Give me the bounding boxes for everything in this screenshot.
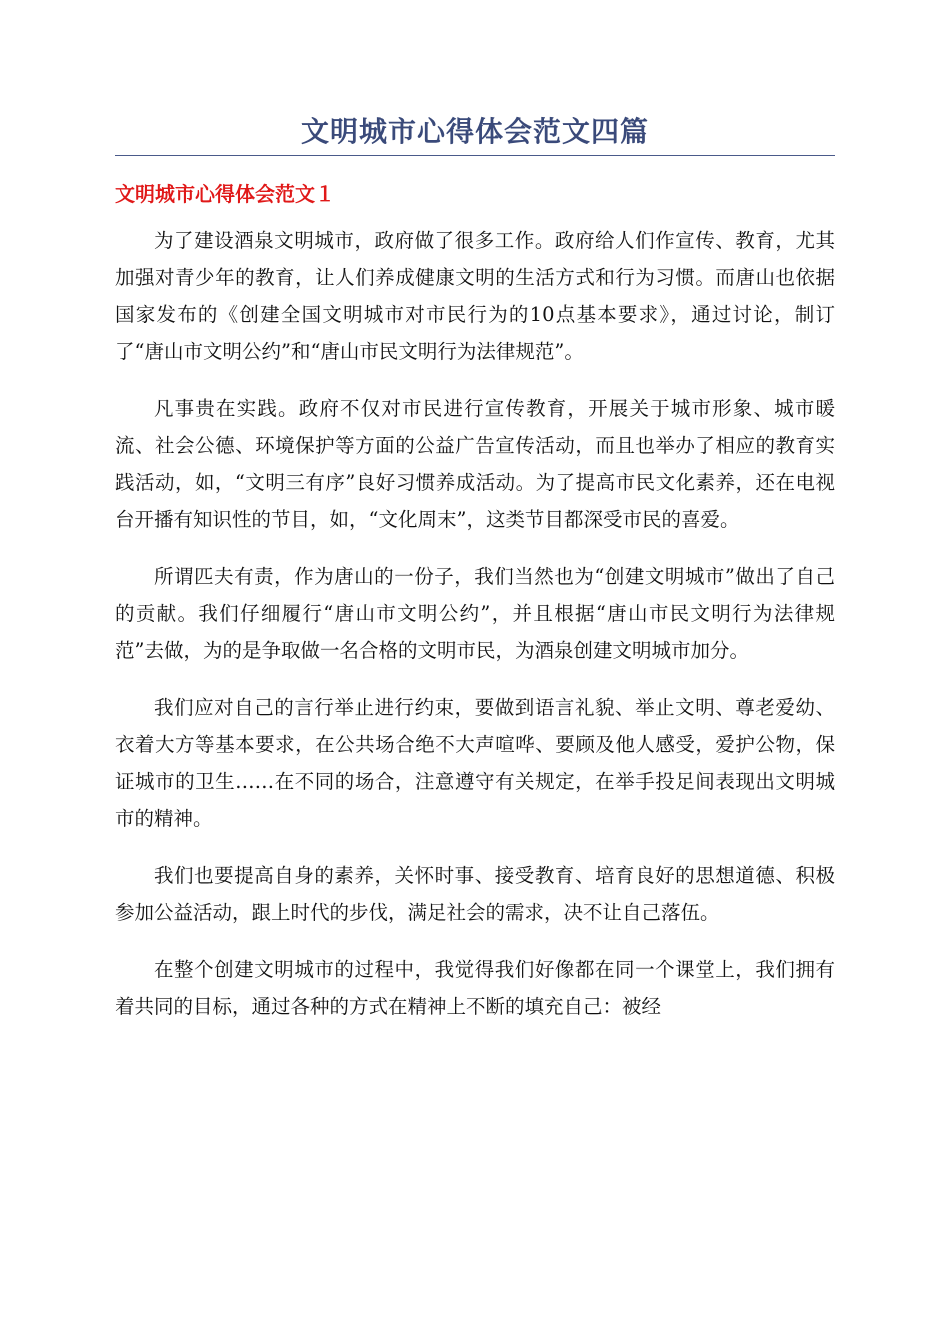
paragraph: 所谓匹夫有责，作为唐山的一份子，我们当然也为“创建文明城市”做出了自己的贡献。我们仔细履行“唐山市文明公约”，并且根据“唐山市民文明行为法律规范”去做，为的是争取做一名合格的文明市民，为酒泉创建文明城市加分。: [115, 565, 835, 662]
paragraph: 我们也要提高自身的素养，关怀时事、接受教育、培育良好的思想道德、积极参加公益活动，跟上时代的步伐，满足社会的需求，决不让自己落伍。: [115, 864, 835, 924]
paragraph: 为了建设酒泉文明城市，政府做了很多工作。政府给人们作宣传、教育，尤其加强对青少年的教育，让人们养成健康文明的生活方式和行为习惯。而唐山也依据国家发布的《创建全国文明城市对市民行为的10点基本要求》，通过讨论，制订了“唐山市文明公约”和“唐山市民文明行为法律规范”。: [115, 229, 835, 363]
title-underline: [115, 155, 835, 156]
document-body: [115, 222, 835, 1045]
paragraph: 在整个创建文明城市的过程中，我觉得我们好像都在同一个课堂上，我们拥有着共同的目标，通过各种的方式在精神上不断的填充自己：被经: [115, 958, 835, 1018]
section-heading: 文明城市心得体会范文１: [115, 182, 335, 206]
paragraph: 我们应对自己的言行举止进行约束，要做到语言礼貌、举止文明、尊老爱幼、衣着大方等基本要求，在公共场合绝不大声喧哗、要顾及他人感受，爱护公物，保证城市的卫生……在不同的场合，注意遵守有关规定，在举手投足间表现出文明城市的精神。: [115, 696, 835, 830]
paragraph: 凡事贵在实践。政府不仅对市民进行宣传教育，开展关于城市形象、城市暖流、社会公德、环境保护等方面的公益广告宣传活动，而且也举办了相应的教育实践活动，如，“文明三有序”良好习惯养成活动。为了提高市民文化素养，还在电视台开播有知识性的节目，如，“文化周末”，这类节目都深受市民的喜爱。: [115, 397, 835, 531]
document-title: 文明城市心得体会范文四篇: [300, 115, 649, 148]
